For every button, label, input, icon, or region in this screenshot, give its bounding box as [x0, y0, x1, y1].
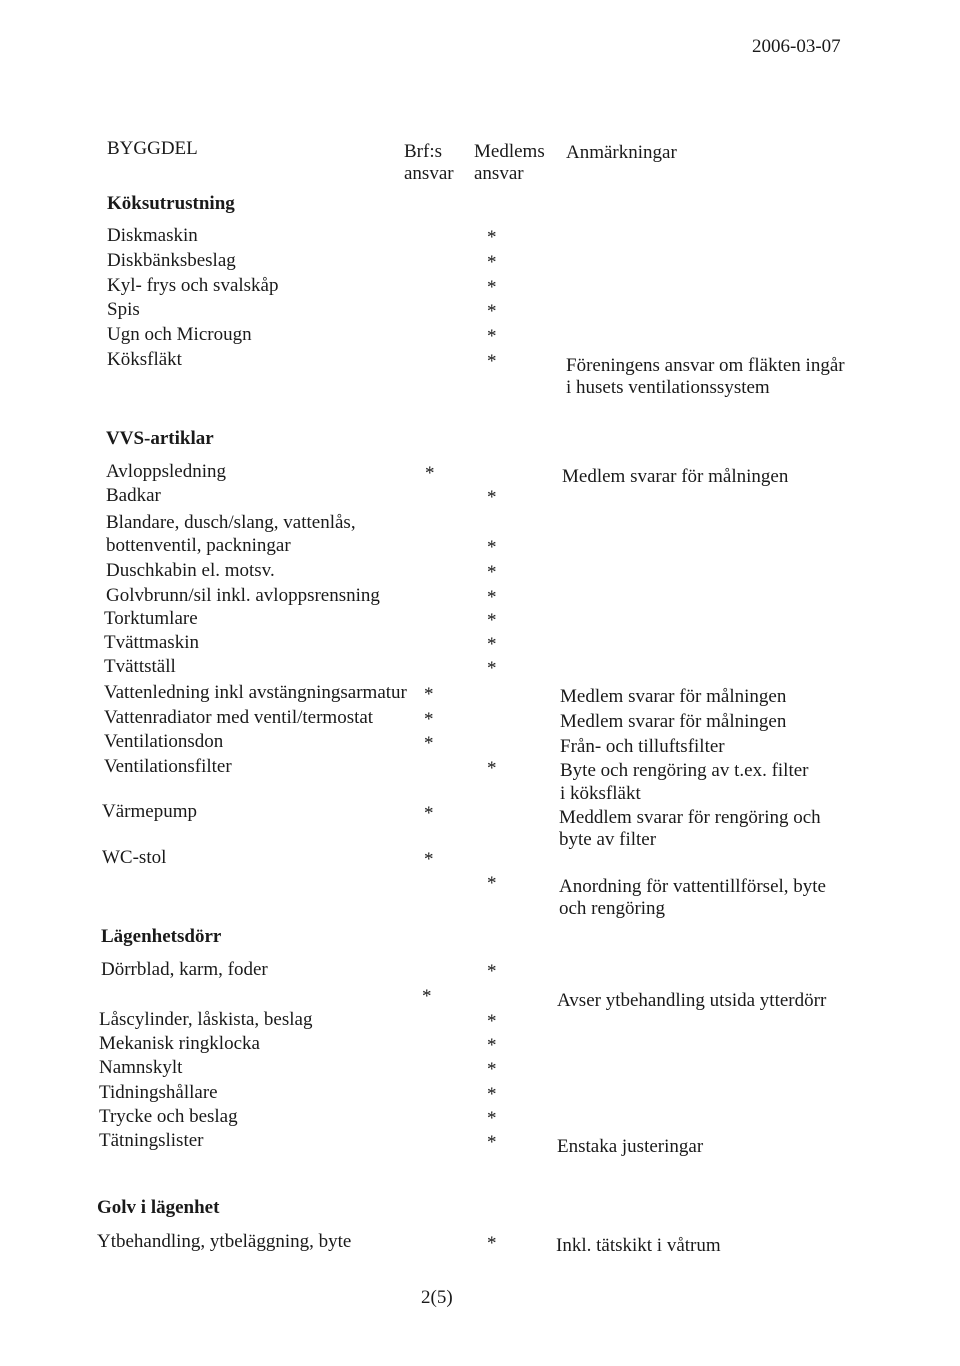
- row-remark: Medlem svarar för målningen: [560, 686, 787, 707]
- row-remark-line2: och rengöring: [559, 898, 666, 919]
- member-mark: *: [487, 961, 497, 982]
- row-remark: Anordning för vattentillförsel, byte: [559, 876, 826, 897]
- member-mark: *: [487, 587, 497, 608]
- brf-mark: *: [424, 684, 434, 705]
- brf-mark: *: [424, 733, 434, 754]
- member-mark: *: [487, 1084, 497, 1105]
- brf-mark: *: [424, 803, 434, 824]
- member-mark: *: [487, 610, 497, 631]
- page-number: 2(5): [421, 1287, 453, 1308]
- row-label: Diskbänksbeslag: [107, 250, 236, 271]
- row-label: WC-stol: [102, 847, 167, 868]
- row-label: Vattenledning inkl avstängningsarmatur: [104, 682, 407, 703]
- member-mark: *: [487, 487, 497, 508]
- row-label: Badkar: [106, 485, 161, 506]
- row-label: Ugn och Microugn: [107, 324, 252, 345]
- member-mark: *: [487, 562, 497, 583]
- member-mark: *: [487, 758, 497, 779]
- row-remark: Meddlem svarar för rengöring och: [559, 807, 821, 828]
- row-label: Vattenradiator med ventil/termostat: [104, 707, 374, 728]
- row-remark: Medlem svarar för målningen: [562, 466, 789, 487]
- column-header-component: BYGGDEL: [107, 138, 198, 159]
- member-mark: *: [487, 537, 497, 558]
- row-label: Tidningshållare: [99, 1082, 218, 1103]
- row-remark: Medlem svarar för målningen: [560, 711, 787, 732]
- column-header-brf: Brf:s: [404, 141, 442, 162]
- member-mark: *: [487, 227, 497, 248]
- document-date: 2006-03-07: [752, 36, 841, 57]
- member-mark: *: [487, 301, 497, 322]
- brf-mark: *: [424, 849, 434, 870]
- member-mark: *: [487, 1108, 497, 1129]
- brf-mark: *: [422, 986, 432, 1007]
- member-mark: *: [487, 873, 497, 894]
- row-label: Ytbehandling, ytbeläggning, byte: [97, 1231, 352, 1252]
- row-remark: Avser ytbehandling utsida ytterdörr: [557, 990, 827, 1011]
- row-label: Blandare, dusch/slang, vattenlås,: [106, 512, 356, 533]
- member-mark: *: [487, 326, 497, 347]
- member-mark: *: [487, 1011, 497, 1032]
- row-remark: Byte och rengöring av t.ex. filter: [560, 760, 809, 781]
- member-mark: *: [487, 252, 497, 273]
- row-label: Diskmaskin: [107, 225, 198, 246]
- row-label: Kyl- frys och svalskåp: [107, 275, 279, 296]
- row-label: Tvättställ: [104, 656, 176, 677]
- row-remark: Från- och tilluftsfilter: [560, 736, 725, 757]
- row-remark-line2: i husets ventilationssystem: [566, 377, 770, 398]
- row-remark: Föreningens ansvar om fläkten ingår: [566, 355, 845, 376]
- column-header-member: Medlems: [474, 141, 545, 162]
- row-remark: Inkl. tätskikt i våtrum: [556, 1235, 721, 1256]
- section-title-vvs-artiklar: VVS-artiklar: [106, 428, 214, 449]
- column-header-member-line2: ansvar: [474, 163, 524, 184]
- row-label: Köksfläkt: [107, 349, 182, 370]
- row-label: Trycke och beslag: [99, 1106, 238, 1127]
- member-mark: *: [487, 351, 497, 372]
- row-label: Spis: [107, 299, 140, 320]
- member-mark: *: [487, 1132, 497, 1153]
- row-label-line2: bottenventil, packningar: [106, 535, 291, 556]
- row-label: Avloppsledning: [106, 461, 226, 482]
- row-label: Mekanisk ringklocka: [99, 1033, 260, 1054]
- row-label: Ventilationsfilter: [104, 756, 232, 777]
- section-title-koksutrustning: Köksutrustning: [107, 193, 235, 214]
- row-label: Torktumlare: [104, 608, 198, 629]
- row-remark: Enstaka justeringar: [557, 1136, 704, 1157]
- section-title-lagenhetsdorr: Lägenhetsdörr: [101, 926, 222, 947]
- member-mark: *: [487, 1233, 497, 1254]
- row-label: Namnskylt: [99, 1057, 183, 1078]
- member-mark: *: [487, 658, 497, 679]
- row-label: Duschkabin el. motsv.: [106, 560, 275, 581]
- row-label: Värmepump: [102, 801, 197, 822]
- brf-mark: *: [425, 463, 435, 484]
- row-label: Ventilationsdon: [104, 731, 224, 752]
- row-label: Tätningslister: [99, 1130, 204, 1151]
- section-title-golv: Golv i lägenhet: [97, 1197, 220, 1218]
- row-label: Låscylinder, låskista, beslag: [99, 1009, 313, 1030]
- row-label: Tvättmaskin: [104, 632, 199, 653]
- row-remark-line2: i köksfläkt: [560, 783, 641, 804]
- member-mark: *: [487, 634, 497, 655]
- row-remark-line2: byte av filter: [559, 829, 657, 850]
- member-mark: *: [487, 277, 497, 298]
- member-mark: *: [487, 1059, 497, 1080]
- column-header-remarks: Anmärkningar: [566, 142, 677, 163]
- row-label: Golvbrunn/sil inkl. avloppsrensning: [106, 585, 380, 606]
- column-header-brf-line2: ansvar: [404, 163, 454, 184]
- member-mark: *: [487, 1035, 497, 1056]
- brf-mark: *: [424, 709, 434, 730]
- row-label: Dörrblad, karm, foder: [101, 959, 268, 980]
